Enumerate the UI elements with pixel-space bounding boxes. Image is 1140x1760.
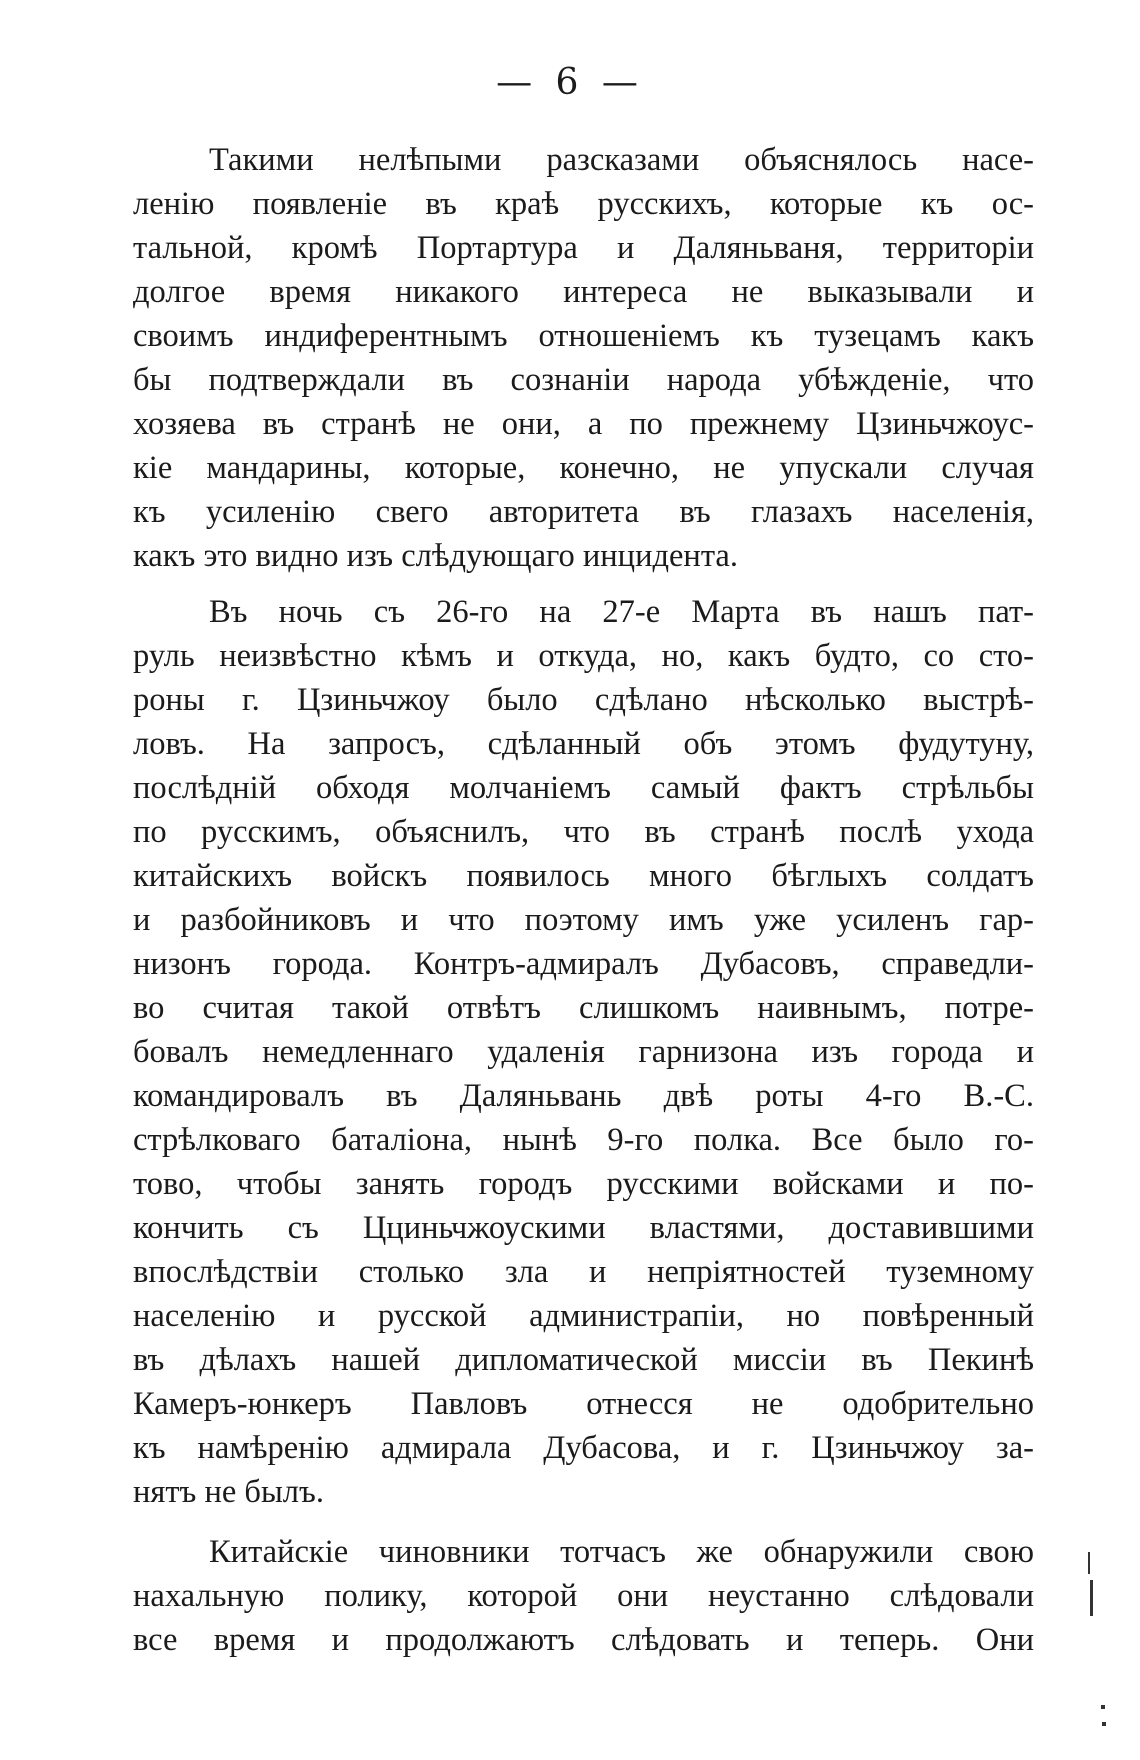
text-line: низонъ города. Контръ-адмиралъ Дубасовъ, справедли- xyxy=(133,946,1034,982)
text-line: все время и продолжаютъ слѣдовать и теперь. Они xyxy=(133,1622,1034,1658)
paragraph-1 xyxy=(133,138,1034,578)
text-line: ловъ. На запросъ, сдѣланный объ этомъ фудутуну, xyxy=(133,726,1034,762)
text-line: кіе мандарины, которые, конечно, не упускали случая xyxy=(133,450,1034,486)
text-line: по русскимъ, объяснилъ, что въ странѣ послѣ ухода xyxy=(133,814,1034,850)
text-line: населенію и русской администрапіи, но повѣренный xyxy=(133,1298,1034,1334)
text-line: руль неизвѣстно кѣмъ и откуда, но, какъ будто, со сто- xyxy=(133,638,1034,674)
margin-mark xyxy=(1101,1705,1105,1709)
text-line: нахальную полику, которой они неустанно слѣдовали xyxy=(133,1578,1034,1614)
margin-mark xyxy=(1090,1580,1093,1616)
text-line: въ дѣлахъ нашей дипломатической миссіи въ Пекинѣ xyxy=(133,1342,1034,1378)
text-line: ленію появленіе въ краѣ русскихъ, которые къ ос- xyxy=(133,186,1034,222)
text-line: командировалъ въ Даляньвань двѣ роты 4-го В.-С. xyxy=(133,1078,1034,1114)
text-line: Камеръ-юнкеръ Павловъ отнесся не одобрительно xyxy=(133,1386,1034,1422)
text-line: бы подтверждали въ сознаніи народа убѣжденіе, что xyxy=(133,362,1034,398)
text-line: своимъ индиферентнымъ отношеніемъ къ тузецамъ какъ xyxy=(133,318,1034,354)
text-line: какъ это видно изъ слѣдующаго инцидента. xyxy=(133,538,738,574)
text-line: и разбойниковъ и что поэтому имъ уже усиленъ гар- xyxy=(133,902,1034,938)
paragraph-3 xyxy=(133,1530,1034,1662)
text-line: китайскихъ войскъ появилось много бѣглыхъ солдатъ xyxy=(133,858,1034,894)
paragraph-2 xyxy=(133,590,1034,1514)
text-line: тальной, кромѣ Портартура и Даляньваня, территоріи xyxy=(133,230,1034,266)
text-line: нятъ не былъ. xyxy=(133,1474,324,1510)
text-line: кончить съ Цциньчжоускими властями, доставившими xyxy=(133,1210,1034,1246)
margin-mark xyxy=(1088,1552,1090,1574)
text-line: роны г. Цзиньчжоу было сдѣлано нѣсколько выстрѣ- xyxy=(133,682,1034,718)
text-line: во считая такой отвѣтъ слишкомъ наивнымъ, потре- xyxy=(133,990,1034,1026)
text-line: тово, чтобы занять городъ русскими войсками и по- xyxy=(133,1166,1034,1202)
text-line: стрѣлковаго баталіона, нынѣ 9-го полка. Все было го- xyxy=(133,1122,1034,1158)
text-line: бовалъ немедленнаго удаленія гарнизона изъ города и xyxy=(133,1034,1034,1070)
page-number: — 6 — xyxy=(496,62,644,103)
text-line: хозяева въ странѣ не они, а по прежнему Цзиньчжоус- xyxy=(133,406,1034,442)
text-line: послѣдній обходя молчаніемъ самый фактъ стрѣльбы xyxy=(133,770,1034,806)
text-line: къ усиленію свего авторитета въ глазахъ населенія, xyxy=(133,494,1034,530)
text-line: долгое время никакого интереса не выказывали и xyxy=(133,274,1034,310)
text-line: впослѣдствіи столько зла и непріятностей туземному xyxy=(133,1254,1034,1290)
text-line: Такими нелѣпыми разсказами объяснялось насе- xyxy=(209,142,1034,178)
text-line: Китайскіе чиновники тотчасъ же обнаружили свою xyxy=(209,1534,1034,1570)
margin-mark xyxy=(1102,1722,1106,1726)
text-line: къ намѣренію адмирала Дубасова, и г. Цзиньчжоу за- xyxy=(133,1430,1034,1466)
text-line: Въ ночь съ 26-го на 27-е Марта въ нашъ пат- xyxy=(209,594,1034,630)
